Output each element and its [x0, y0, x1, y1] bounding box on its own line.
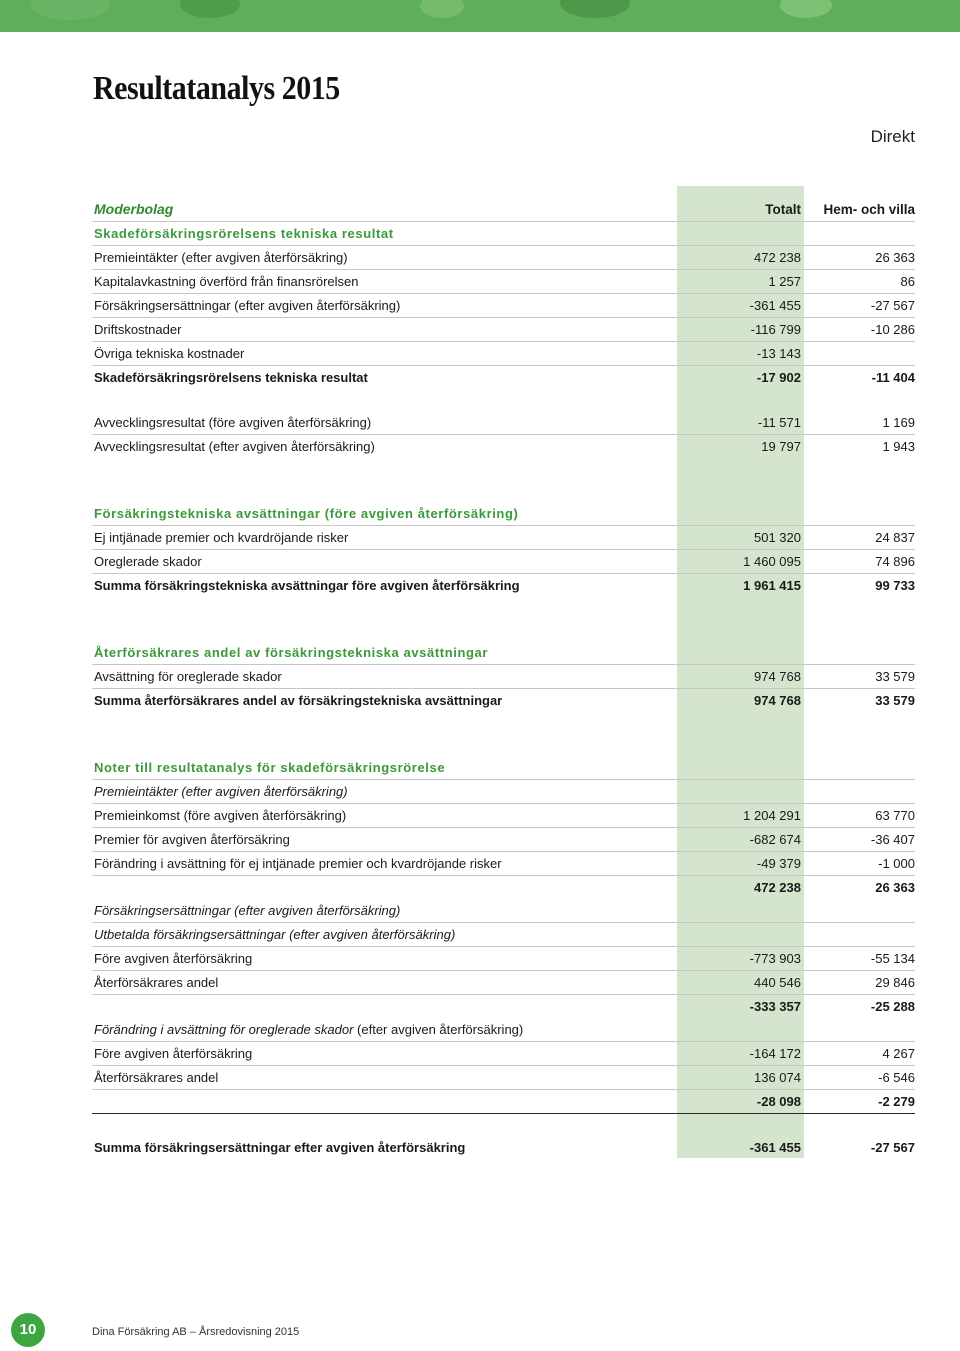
table-row	[92, 665, 915, 689]
row-label: Före avgiven återförsäkring	[94, 1046, 253, 1061]
section-heading-row	[92, 756, 915, 780]
value-totalt: 19 797	[761, 439, 801, 454]
row-label: Summa återförsäkrares andel av försäkringstekniska avsättningar	[94, 693, 503, 708]
row-label: Förändring i avsättning för ej intjänade premier och kvardröjande risker	[94, 856, 502, 871]
value-hem-villa: -6 546	[878, 1070, 915, 1085]
table-row	[92, 1066, 915, 1090]
table-row	[92, 318, 915, 342]
table-body	[92, 222, 915, 1159]
table-row	[92, 995, 915, 1018]
section-heading: Försäkringstekniska avsättningar (före avgiven återförsäkring)	[94, 506, 519, 521]
footer-text: Dina Försäkring AB – Årsredovisning 2015	[92, 1326, 300, 1338]
table-row	[92, 526, 915, 550]
row-label: Driftskostnader	[94, 322, 182, 337]
row-label: Återförsäkrares andel	[94, 1070, 219, 1085]
table-row	[92, 574, 915, 597]
row-label: Skadeförsäkringsrörelsens tekniska resultat	[94, 370, 368, 385]
value-totalt: 1 257	[768, 274, 801, 289]
result-table	[92, 198, 915, 1159]
table-row	[92, 270, 915, 294]
value-totalt: 501 320	[754, 530, 801, 545]
value-totalt: 1 204 291	[743, 808, 801, 823]
value-hem-villa: -1 000	[878, 856, 915, 871]
row-label: Premieinkomst (före avgiven återförsäkring)	[94, 808, 347, 823]
table-row	[92, 804, 915, 828]
row-label: Försäkringsersättningar (efter avgiven återförsäkring)	[94, 298, 401, 313]
value-hem-villa: 63 770	[875, 808, 915, 823]
value-hem-villa: -27 567	[870, 1140, 915, 1155]
table-row	[92, 876, 915, 899]
table-row	[92, 971, 915, 995]
table-row	[92, 1018, 915, 1042]
row-label: Premieintäkter (efter avgiven återförsäkring)	[94, 784, 348, 799]
table-row	[92, 852, 915, 876]
section-heading-row	[92, 222, 915, 246]
table-row	[92, 435, 915, 458]
row-label: Avvecklingsresultat (efter avgiven återförsäkring)	[94, 439, 375, 454]
row-label-rest: (efter avgiven återförsäkring)	[353, 1022, 524, 1037]
value-hem-villa: 29 846	[875, 975, 915, 990]
value-hem-villa: 1 943	[882, 439, 915, 454]
table-header-label: Moderbolag	[94, 201, 174, 217]
row-label: Premier för avgiven återförsäkring	[94, 832, 290, 847]
value-hem-villa: 4 267	[882, 1046, 915, 1061]
section-spacer	[92, 1114, 915, 1136]
value-totalt: 974 768	[754, 669, 801, 684]
page-number-badge: 10	[11, 1313, 45, 1347]
table-row	[92, 411, 915, 435]
section-spacer	[92, 458, 915, 502]
table-row	[92, 366, 915, 389]
value-totalt: -11 571	[757, 415, 801, 430]
table-row	[92, 828, 915, 852]
table-row	[92, 1090, 915, 1114]
value-hem-villa: 33 579	[875, 669, 915, 684]
row-label: Ej intjänade premier och kvardröjande risker	[94, 530, 349, 545]
table-row	[92, 342, 915, 366]
value-totalt: -333 357	[749, 999, 801, 1014]
row-label: Före avgiven återförsäkring	[94, 951, 253, 966]
value-hem-villa: -27 567	[870, 298, 915, 313]
table-row	[92, 294, 915, 318]
value-hem-villa: -11 404	[871, 370, 915, 385]
table-row	[92, 780, 915, 804]
column-header-hem-villa: Hem- och villa	[823, 202, 915, 217]
value-hem-villa: 1 169	[882, 415, 915, 430]
table-row	[92, 947, 915, 971]
section-spacer	[92, 597, 915, 641]
page-title: Resultatanalys 2015	[93, 70, 340, 107]
value-hem-villa: 24 837	[875, 530, 915, 545]
value-totalt: 440 546	[754, 975, 801, 990]
value-hem-villa: -36 407	[870, 832, 915, 847]
section-heading: Återförsäkrares andel av försäkringstekniska avsättningar	[94, 645, 489, 660]
row-label	[94, 1022, 523, 1037]
table-row	[92, 1136, 915, 1159]
value-totalt: 472 238	[754, 250, 801, 265]
section-heading: Skadeförsäkringsrörelsens tekniska resultat	[94, 226, 394, 241]
row-label: Oreglerade skador	[94, 554, 202, 569]
value-totalt: 974 768	[754, 693, 801, 708]
value-totalt: 1 460 095	[743, 554, 801, 569]
row-label: Avvecklingsresultat (före avgiven återförsäkring)	[94, 415, 372, 430]
value-totalt: 136 074	[754, 1070, 801, 1085]
value-hem-villa: 99 733	[875, 578, 915, 593]
value-totalt: -773 903	[749, 951, 801, 966]
value-totalt: -28 098	[756, 1094, 801, 1109]
table-row	[92, 899, 915, 923]
row-label: Återförsäkrares andel	[94, 975, 219, 990]
row-label: Summa försäkringstekniska avsättningar före avgiven återförsäkring	[94, 578, 520, 593]
value-totalt: -116 799	[750, 322, 801, 337]
value-totalt: -13 143	[756, 346, 801, 361]
table-row	[92, 1042, 915, 1066]
value-totalt: 472 238	[754, 880, 801, 895]
table-row	[92, 689, 915, 712]
section-heading-row	[92, 502, 915, 526]
top-banner	[0, 0, 960, 32]
value-totalt: -164 172	[749, 1046, 801, 1061]
value-totalt: -49 379	[756, 856, 801, 871]
value-totalt: 1 961 415	[743, 578, 801, 593]
section-spacer	[92, 389, 915, 411]
value-hem-villa: -55 134	[870, 951, 915, 966]
row-label: Summa försäkringsersättningar efter avgiven återförsäkring	[94, 1140, 466, 1155]
value-hem-villa: -25 288	[870, 999, 915, 1014]
row-label: Kapitalavkastning överförd från finansrörelsen	[94, 274, 359, 289]
section-heading: Noter till resultatanalys för skadeförsäkringsrörelse	[94, 760, 446, 775]
table-row	[92, 550, 915, 574]
table-row	[92, 923, 915, 947]
value-hem-villa: 26 363	[875, 880, 915, 895]
section-heading-row	[92, 641, 915, 665]
row-label: Utbetalda försäkringsersättningar (efter avgiven återförsäkring)	[94, 927, 456, 942]
value-totalt: -361 455	[749, 1140, 801, 1155]
value-totalt: -682 674	[749, 832, 801, 847]
value-hem-villa: -10 286	[870, 322, 915, 337]
row-label: Försäkringsersättningar (efter avgiven återförsäkring)	[94, 903, 401, 918]
row-label: Premieintäkter (efter avgiven återförsäkring)	[94, 250, 348, 265]
row-label: Avsättning för oreglerade skador	[94, 669, 282, 684]
column-header-totalt: Totalt	[765, 202, 801, 217]
table-header-row	[92, 198, 915, 222]
value-hem-villa: 86	[900, 274, 915, 289]
section-spacer	[92, 712, 915, 756]
value-totalt: -361 455	[749, 298, 801, 313]
value-totalt: -17 902	[756, 370, 801, 385]
segment-label: Direkt	[870, 127, 915, 146]
value-hem-villa: 26 363	[875, 250, 915, 265]
row-label-italic: Förändring i avsättning för oreglerade skador	[94, 1022, 354, 1037]
table-row	[92, 246, 915, 270]
value-hem-villa: -2 279	[878, 1094, 915, 1109]
value-hem-villa: 74 896	[875, 554, 915, 569]
row-label: Övriga tekniska kostnader	[94, 346, 245, 361]
value-hem-villa: 33 579	[875, 693, 915, 708]
